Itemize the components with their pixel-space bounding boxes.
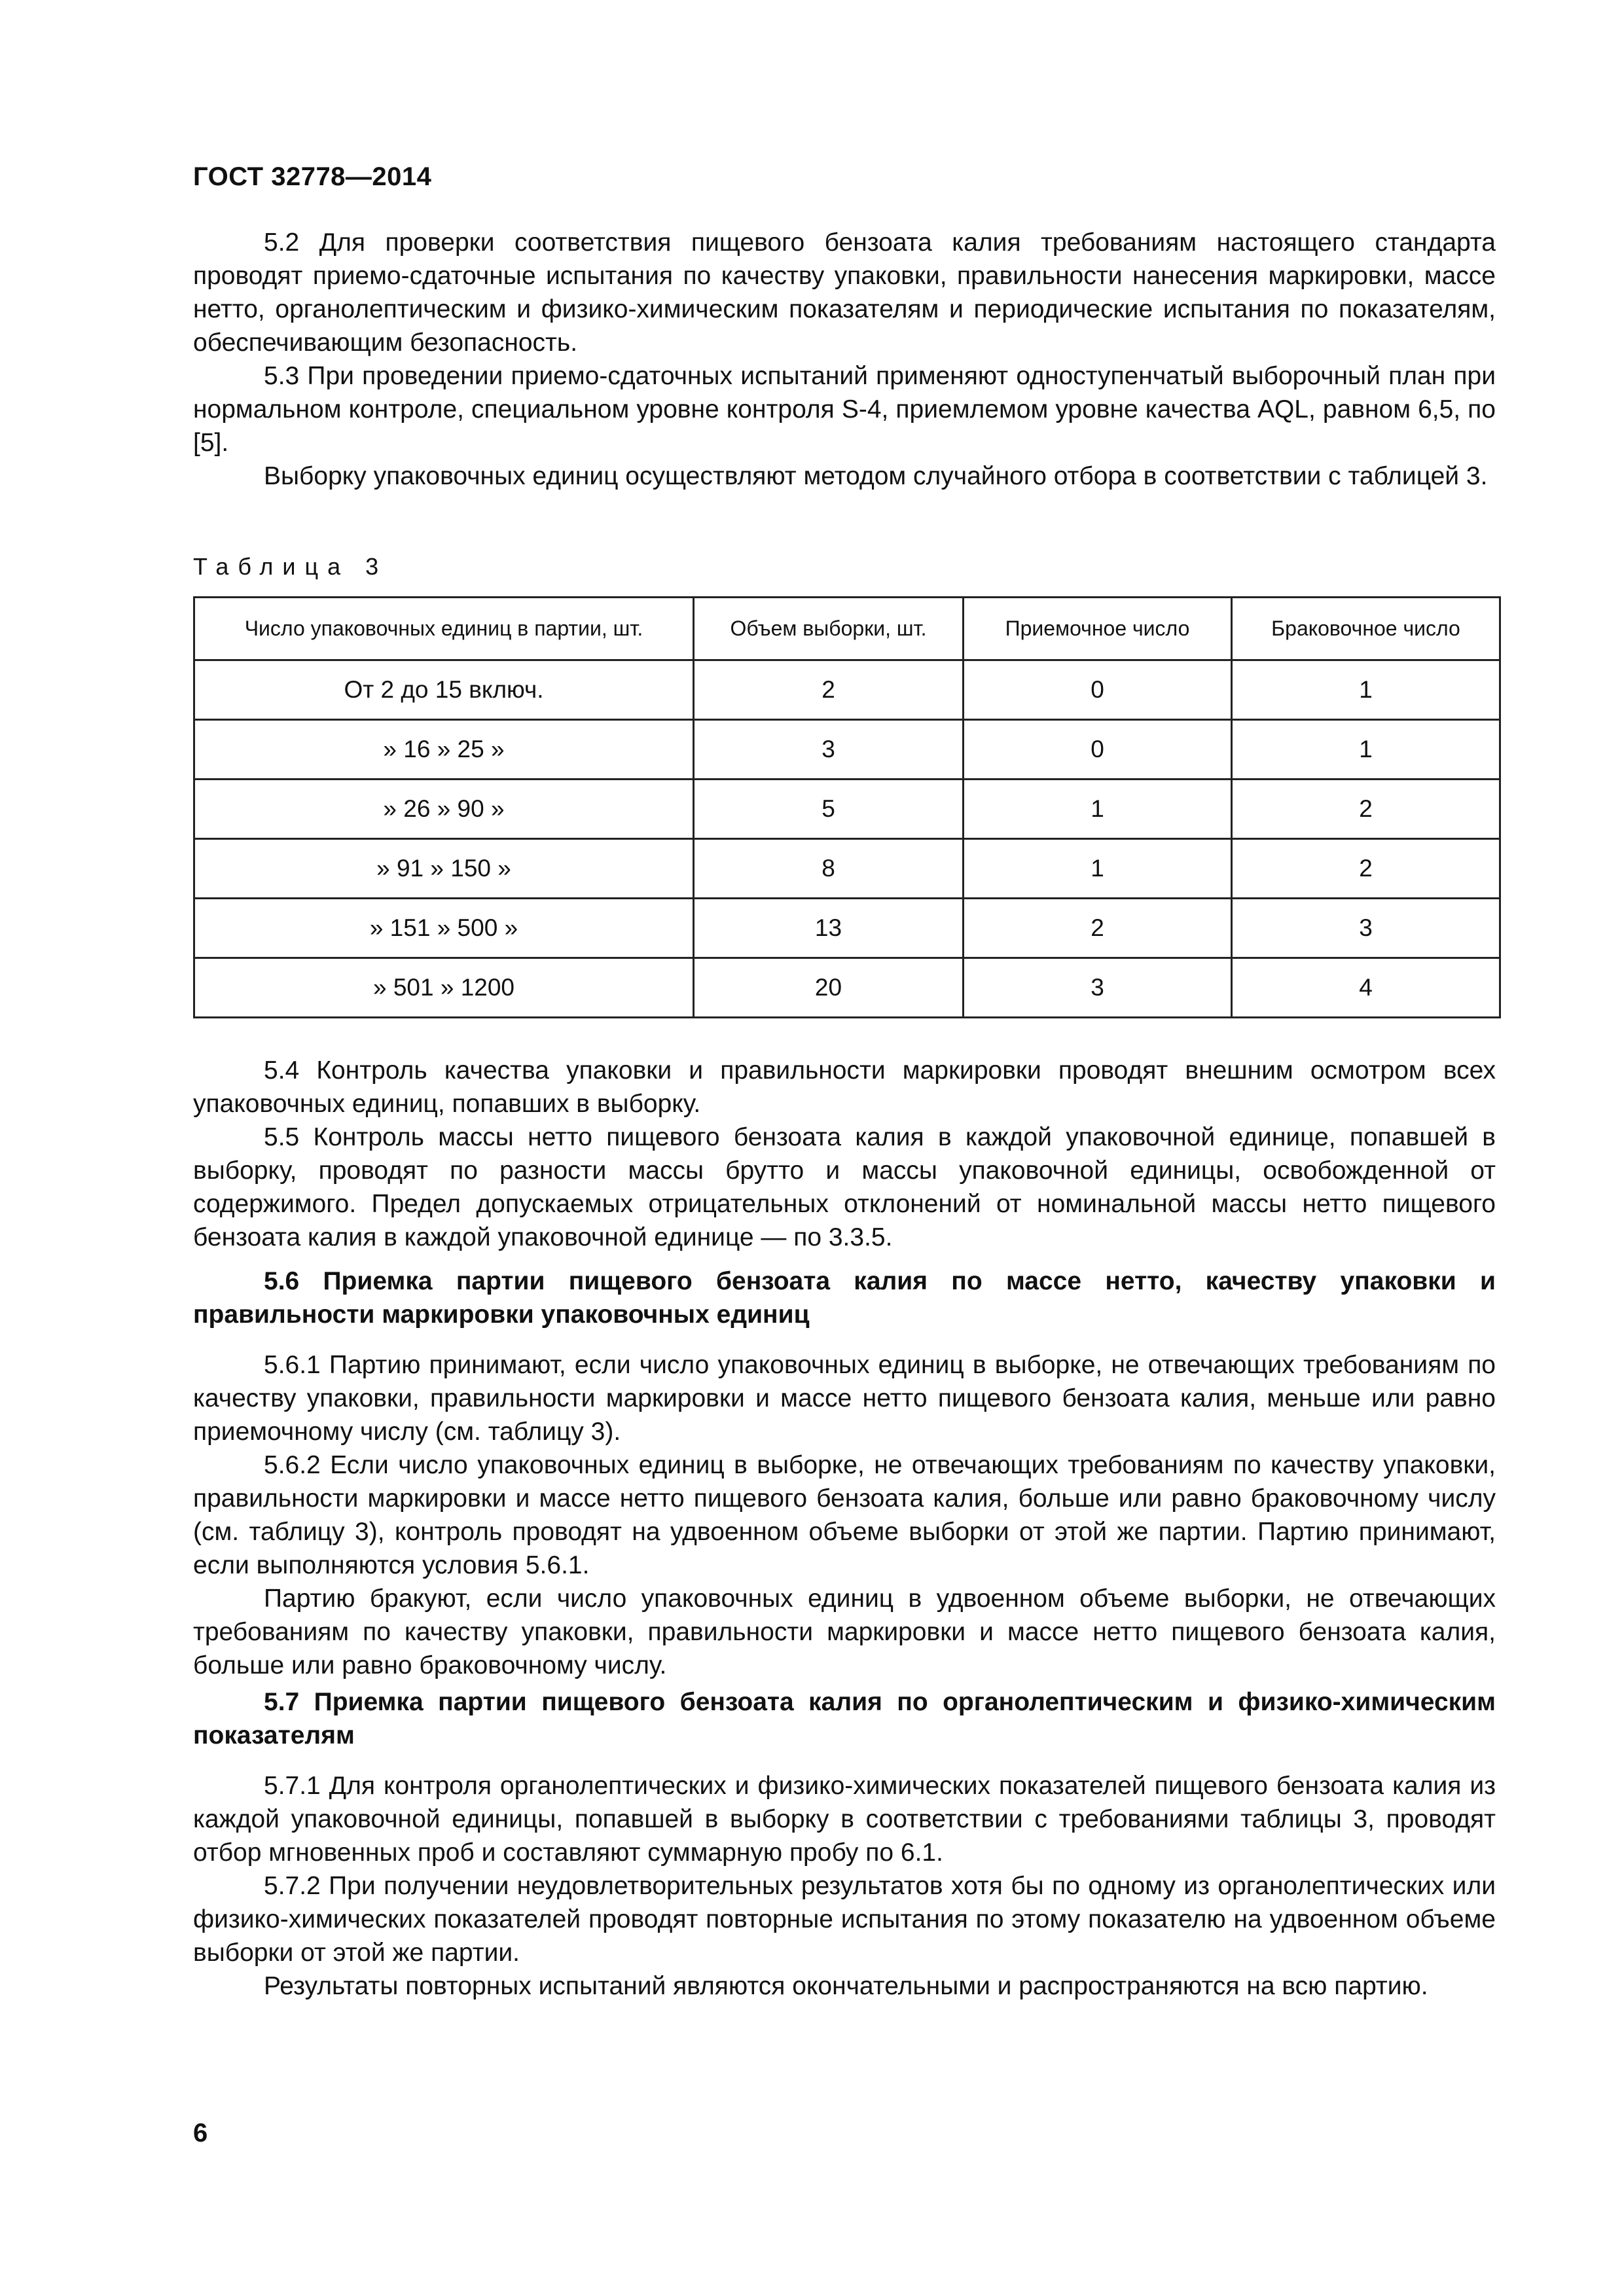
- table-caption: Таблица 3: [193, 553, 388, 580]
- table-row: [194, 720, 1500, 780]
- table-cell: 2: [964, 899, 1232, 958]
- paragraph-5-4: 5.4 Контроль качества упаковки и правильности маркировки проводят внешним осмотром всех упаковочных единиц, попавших в выборку.: [193, 1056, 1496, 1118]
- paragraph-5-5: 5.5 Контроль массы нетто пищевого бензоата калия в каждой упаковочной единице, попавшей в выборку, проводят по разности массы брутто и массы упаковочной единицы, освобожденной от содержимого. Предел допускаемых отрицательных отклонений от номинальной массы нетто пищевого бензоата калия в каждой упаковочной единице — по 3.3.5.: [193, 1123, 1496, 1251]
- table-cell: От 2 до 15 включ.: [194, 660, 694, 720]
- section-5-7-heading: 5.7 Приемка партии пищевого бензоата калия по органолептическим и физико-химическим показателям: [193, 1688, 1496, 1749]
- table-cell: 0: [964, 660, 1232, 720]
- table-cell: 5: [694, 780, 964, 839]
- section-5-7-body: [193, 1769, 1496, 2003]
- paragraph-sampling: Выборку упаковочных единиц осуществляют методом случайного отбора в соответствии с таблицей 3.: [264, 462, 1488, 490]
- paragraph-5-6-1: 5.6.1 Партию принимают, если число упаковочных единиц в выборке, не отвечающих требованиям по качеству упаковки, правильности маркировки и массе нетто пищевого бензоата калия, меньше или равно приемочному числу (см. таблицу 3).: [193, 1351, 1496, 1446]
- column-header-sample-size: Объем выборки, шт.: [694, 598, 964, 660]
- section-5-6-heading: 5.6 Приемка партии пищевого бензоата калия по массе нетто, качеству упаковки и правильности маркировки упаковочных единиц: [193, 1267, 1496, 1329]
- paragraph-5-2: 5.2 Для проверки соответствия пищевого бензоата калия требованиям настоящего стандарта проводят приемо-сдаточные испытания по качеству упаковки, правильности нанесения маркировки, массе нетто, органолептическим и физико-химическим показателям и периодические испытания по показателям, обеспечивающим безопасность.: [193, 228, 1496, 357]
- paragraph-5-6-reject: Партию бракуют, если число упаковочных единиц в удвоенном объеме выборки, не отвечающих требованиям по качеству упаковки, правильности маркировки и массе нетто пищевого бензоата калия, больше или равно браковочному числу.: [193, 1585, 1496, 1679]
- table-cell: » 26 » 90 »: [194, 780, 694, 839]
- table-header-row: [194, 598, 1500, 660]
- document-page: [193, 0, 1496, 2296]
- table-cell: 1: [1232, 720, 1500, 780]
- intro-section: [193, 226, 1496, 493]
- table-cell: » 16 » 25 »: [194, 720, 694, 780]
- table-cell: 3: [1232, 899, 1500, 958]
- table-cell: 2: [1232, 839, 1500, 899]
- paragraph-results: Результаты повторных испытаний являются окончательными и распространяются на всю партию.: [264, 1972, 1428, 2000]
- table-row: [194, 899, 1500, 958]
- column-header-acceptance-number: Приемочное число: [964, 598, 1232, 660]
- table-row: [194, 958, 1500, 1018]
- sampling-table: [193, 596, 1501, 1018]
- table-row: [194, 660, 1500, 720]
- paragraph-5-7-2: 5.7.2 При получении неудовлетворительных результатов хотя бы по одному из органолептических или физико-химических показателей проводят повторные испытания по этому показателю на удвоенном объеме выборки от этой же партии.: [193, 1872, 1496, 1967]
- table-cell: » 501 » 1200: [194, 958, 694, 1018]
- table-cell: » 91 » 150 »: [194, 839, 694, 899]
- table-cell: 4: [1232, 958, 1500, 1018]
- table-row: [194, 839, 1500, 899]
- table-cell: 1: [964, 839, 1232, 899]
- table-cell: 3: [694, 720, 964, 780]
- column-header-rejection-number: Браковочное число: [1232, 598, 1500, 660]
- document-header: ГОСТ 32778—2014: [193, 162, 432, 191]
- table-cell: 1: [1232, 660, 1500, 720]
- table-cell: 20: [694, 958, 964, 1018]
- table-row: [194, 780, 1500, 839]
- section-5-6: [193, 1265, 1496, 1331]
- section-5-7: [193, 1685, 1496, 1752]
- paragraph-5-6-2: 5.6.2 Если число упаковочных единиц в выборке, не отвечающих требованиям по качеству упаковки, правильности маркировки и массе нетто пищевого бензоата калия, больше или равно браковочному числу (см. таблицу 3), контроль проводят на удвоенном объеме выборки от этой же партии. Партию принимают, если выполняются условия 5.6.1.: [193, 1451, 1496, 1579]
- section-5-6-body: [193, 1348, 1496, 1682]
- table-cell: 8: [694, 839, 964, 899]
- table-cell: 0: [964, 720, 1232, 780]
- table-cell: 1: [964, 780, 1232, 839]
- control-section: [193, 1054, 1496, 1254]
- paragraph-5-3: 5.3 При проведении приемо-сдаточных испытаний применяют одноступенчатый выборочный план при нормальном контроле, специальном уровне контроля S-4, приемлемом уровне качества AQL, равном 6,5, по [5].: [193, 362, 1496, 457]
- table-cell: 2: [694, 660, 964, 720]
- table-cell: 3: [964, 958, 1232, 1018]
- column-header-lot-size: Число упаковочных единиц в партии, шт.: [194, 598, 694, 660]
- table-cell: 2: [1232, 780, 1500, 839]
- paragraph-5-7-1: 5.7.1 Для контроля органолептических и физико-химических показателей пищевого бензоата калия из каждой упаковочной единицы, попавшей в выборку в соответствии с требованиями таблицы 3, проводят отбор мгновенных проб и составляют суммарную пробу по 6.1.: [193, 1772, 1496, 1867]
- table-cell: 13: [694, 899, 964, 958]
- page-number: 6: [193, 2119, 208, 2147]
- table-cell: » 151 » 500 »: [194, 899, 694, 958]
